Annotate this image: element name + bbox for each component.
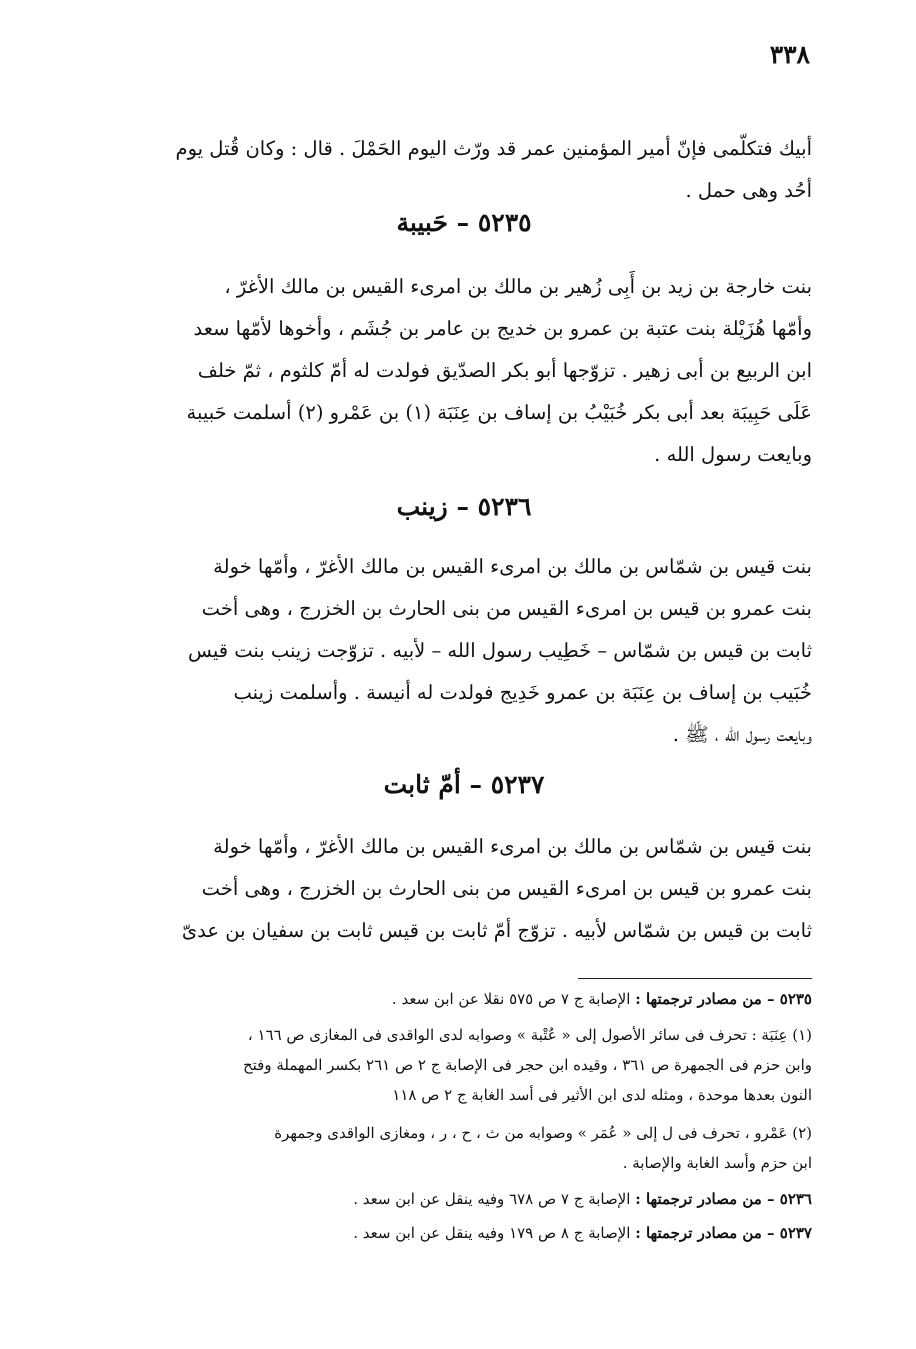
text-line: بنت خارجة بن زيد بن أَبِى زُهير بن مالك بن امرىء القيس بن مالك الأغرّ ، [224, 275, 812, 298]
footnotes [116, 990, 812, 1250]
text-line: أحُد وهى حمل . [685, 179, 812, 202]
footnote-source-text: الإصابة ج ٧ ص ٥٧٥ نقلا عن ابن سعد . [391, 990, 631, 1008]
entry-heading-5237: ٥٢٣٧ – أمّ ثابت [383, 770, 545, 799]
footnote-source-label: ٥٢٣٦ – من مصادر ترجمتها : [635, 1190, 812, 1208]
text-line: ابن الربيع بن أبى زهير . تزوّجها أبو بكر الصدّيق فولدت له أمّ كلثوم ، ثمّ خلف [197, 359, 812, 382]
text-line: عَلَى حَبِيبَة بعد أبى بكر خُبَيْبُ بن إساف بن عِنَبَة (١) بن عَمْرو (٢) أسلمت حَبيبة [186, 401, 812, 424]
entry-heading-5235: ٥٢٣٥ – حَبيبة [396, 208, 532, 237]
entry-paragraph-5237 [116, 826, 812, 952]
page-number: ٣٣٨ [769, 40, 810, 69]
text-line: وبايعت رسول الله ، ﷺ . [672, 723, 812, 746]
text-line: ثابت بن قيس بن شمّاس – خَطِيب رسول الله – لأبيه . تزوّجت زينب بنت قيس [187, 639, 812, 662]
text-line: خُبَيب بن إساف بن عِنَبَة بن عمرو خَدِيج فولدت له أنيسة . وأسلمت زينب [233, 681, 812, 704]
intro-paragraph [116, 128, 812, 212]
entry-heading-5236: ٥٢٣٦ – زينب [396, 492, 532, 521]
text-line: ثابت بن قيس بن شمّاس لأبيه . تزوّج أمّ ثابت بن قيس ثابت بن سفيان بن عدىّ [181, 919, 812, 942]
footnote-2-line: (٢) عَمْرو ، تحرف فى ل إلى « عُمَر » وصوابه من ث ، ح ، ر ، ومغازى الواقدى وجمهرة [274, 1124, 812, 1142]
footnote-1-line: النون بعدها موحدة ، ومثله لدى ابن الأثير فى أسد الغابة ج ٢ ص ١١٨ [392, 1086, 812, 1104]
text-line: بنت قيس بن شمّاس بن مالك بن امرىء القيس بن مالك الأغرّ ، وأمّها خولة [213, 835, 812, 858]
footnote-2-line: ابن حزم وأسد الغابة والإصابة . [622, 1154, 812, 1172]
footnote-source-text: الإصابة ج ٧ ص ٦٧٨ وفيه ينقل عن ابن سعد . [353, 1190, 631, 1208]
footnote-source-text: الإصابة ج ٨ ص ١٧٩ وفيه ينقل عن ابن سعد . [353, 1224, 631, 1242]
footnote-source-label: ٥٢٣٧ – من مصادر ترجمتها : [635, 1224, 812, 1242]
footnote-source-label: ٥٢٣٥ – من مصادر ترجمتها : [635, 990, 812, 1008]
footnote-source-5236 [353, 1190, 812, 1208]
footnote-1-line: (١) عِنَبَة : تحرف فى سائر الأصول إلى « عُتْبة » وصوابه لدى الواقدى فى المغازى ص ١٦٦ ، [247, 1026, 812, 1044]
text-line: أبيك فتكلّمى فإنّ أمير المؤمنين عمر قد ورّث اليوم الحَمْلَ . قال : وكان قُتل يوم [175, 137, 812, 160]
entry-paragraph-5236 [116, 546, 812, 756]
footnote-1-line: وابن حزم فى الجمهرة ص ٣٦١ ، وقيده ابن حجر فى الإصابة ج ٢ ص ٢٦١ بكسر المهملة وفتح [242, 1056, 812, 1074]
footnote-source-5237 [353, 1224, 812, 1242]
footnote-source-5235 [392, 990, 812, 1008]
entry-paragraph-5235 [116, 266, 812, 476]
text-line: بنت عمرو بن قيس بن امرىء القيس من بنى الحارث بن الخزرج ، وهى أخت [201, 597, 812, 620]
text-line: وأمّها هُزَيْلة بنت عتبة بن عمرو بن خديج بن عامر بن جُشَم ، وأخوها لأمّها سعد [193, 317, 812, 340]
text-line: بنت عمرو بن قيس بن امرىء القيس من بنى الحارث بن الخزرج ، وهى أخت [201, 877, 812, 900]
text-line: وبايعت رسول الله . [654, 443, 812, 466]
text-line: بنت قيس بن شمّاس بن مالك بن امرىء القيس بن مالك الأغرّ ، وأمّها خولة [213, 555, 812, 578]
footnote-divider [578, 978, 812, 979]
